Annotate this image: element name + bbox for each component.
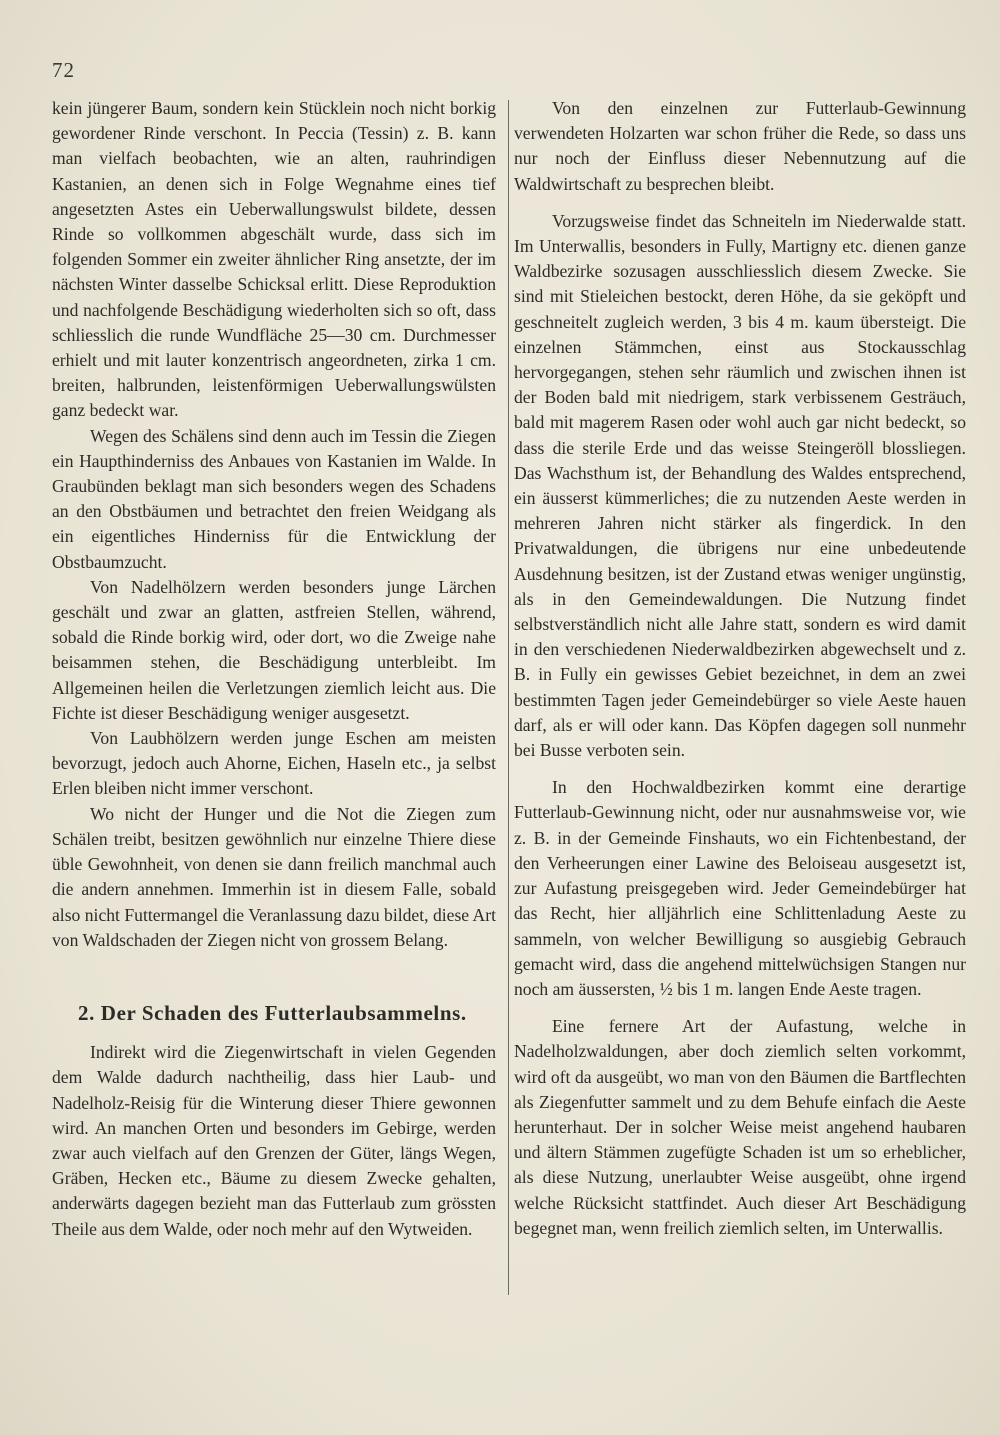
paragraph: Eine fernere Art der Aufastung, welche in Nadelholzwaldungen, aber doch ziemlich selten vorkommt, wird oft da ausgeübt, wo man von den Bäumen die Bartflechten als Ziegenfutter sammelt und zu dem Behufe einfach die Aeste herunterhaut. Der in solcher Weise meist angehend haubaren und ältern Stämmen zugefügte Schaden ist um so erheblicher, als diese Nutzung, unerlaubter Weise ausgeübt, ohne irgend welche Rücksicht stattfindet. Auch dieser Art Beschädigung begegnet man, wenn freilich ziemlich selten, im Unterwallis.	[514, 1016, 966, 1238]
paragraph: Von Laubhölzern werden junge Eschen am meisten bevorzugt, jedoch auch Ahorne, Eichen, Haseln etc., ja selbst Erlen bleiben nicht immer verschont.	[52, 728, 496, 799]
paragraph: Vorzugsweise findet das Schneiteln im Niederwalde statt. Im Unterwallis, besonders in Fully, Martigny etc. dienen ganze Waldbezirke sozusagen ausschliesslich diesem Zwecke. Sie sind mit Stieleichen bestockt, deren Höhe, da sie geköpft und geschneitelt zugleich werden, 3 bis 4 m. kaum übersteigt. Die einzelnen Stämmchen, einst aus Stockausschlag hervorgegangen, stehen sehr räumlich und zwischen ihnen ist der Boden bald mit niedrigem, stark verbissenem Gesträuch, bald mit magerem Rasen oder wohl auch gar nicht bedeckt, so dass die sterile Erde und das weisse Steingeröll blossliegen. Das Wachsthum ist, der Behandlung des Waldes entsprechend, ein äusserst kümmerliches; die zu nutzenden Aeste werden in mehreren Jahren nicht stärker als fingerdick. In den Privatwaldungen, die übrigens nur eine unbedeutende Ausdehnung besitzen, ist der Zustand etwas weniger ungünstig, als in den Gemeindewaldungen. Die Nutzung findet selbstverständlich nicht alle Jahre statt, sondern es wird damit in den verschiedenen Niederwaldbezirken abgewechselt und z. B. in Fully ein gewisses Gebiet bezeichnet, in dem an zwei bestimmten Tagen jeder Gemeindebürger so viele Aeste hauen darf, als er will oder kann. Das Köpfen dagegen soll nunmehr bei Busse verboten sein.	[514, 210, 966, 761]
left-column	[52, 96, 496, 1242]
paragraph: In den Hochwaldbezirken kommt eine derartige Futterlaub-Gewinnung nicht, oder nur ausnahmsweise vor, wie z. B. in der Gemeinde Finshauts, wo ein Fichtenbestand, der den Verheerungen einer Lawine des Beloiseau ausgesetzt ist, zur Aufastung preisgegeben wird. Jeder Gemeindebürger hat das Recht, hier alljährlich eine Schlittenladung Aeste zu sammeln, von welcher Bewilligung so ausgiebig Gebrauch gemacht wird, dass die angehend mittelwüchsigen Stangen nur noch am äussersten, ½ bis 1 m. langen Ende Aeste tragen.	[514, 777, 966, 999]
right-column	[514, 96, 966, 1241]
paragraph: Von Nadelhölzern werden besonders junge Lärchen geschält und zwar an glatten, astfreien Stellen, während, sobald die Rinde borkig wird, oder dort, wo die Zweige nahe beisammen stehen, die Beschädigung unterbleibt. Im Allgemeinen heilen die Verletzungen ziemlich leicht aus. Die Fichte ist dieser Beschädigung weniger ausgesetzt.	[52, 576, 496, 723]
section-heading: 2. Der Schaden des Futterlaubsammelns.	[78, 1000, 467, 1025]
column-divider	[508, 100, 509, 1295]
paragraph: Von den einzelnen zur Futterlaub-Gewinnung verwendeten Holzarten war schon früher die Rede, so dass uns nur noch der Einfluss dieser Nebennutzung auf die Waldwirtschaft zu besprechen bleibt.	[514, 98, 966, 194]
paragraph: Wegen des Schälens sind denn auch im Tessin die Ziegen ein Haupthinderniss des Anbaues von Kastanien im Walde. In Graubünden beklagt man sich besonders wegen des Schadens an den Obstbäumen und betrachtet den freien Weidgang als ein eigentliches Hinderniss für die Entwicklung der Obstbaumzucht.	[52, 425, 496, 572]
paragraph: Wo nicht der Hunger und die Not die Ziegen zum Schälen treibt, besitzen gewöhnlich nur einzelne Thiere diese üble Gewohnheit, von denen sie dann freilich manchmal auch die andern annehmen. Immerhin ist in diesem Falle, sobald also nicht Futtermangel die Veranlassung dazu bildet, diese Art von Waldschaden der Ziegen nicht von grossem Belang.	[52, 803, 496, 950]
page-number: 72	[52, 58, 75, 82]
paragraph: Indirekt wird die Ziegenwirtschaft in vielen Gegenden dem Walde dadurch nachtheilig, dass hier Laub- und Nadelholz-Reisig für die Winterung dieser Thiere gewonnen wird. An manchen Orten und besonders im Gebirge, werden zwar auch vielfach auf den Grenzen der Güter, längs Wegen, Gräben, Hecken etc., Bäume zu diesem Zwecke gehalten, anderwärts dagegen bezieht man das Futterlaub zum grössten Theile aus dem Walde, oder noch mehr auf den Wytweiden.	[52, 1042, 496, 1239]
paragraph: kein jüngerer Baum, sondern kein Stücklein noch nicht borkig gewordener Rinde verschont. In Peccia (Tessin) z. B. kann man vielfach beobachten, wie an alten, rauhrindigen Kastanien, an denen sich in Folge Wegnahme eines tief angesetzten Astes ein Ueberwallungswulst bildete, dessen Rinde so vollkommen abgeschält wurde, dass sich im folgenden Sommer ein zweiter ähnlicher Ring ansetzte, der im nächsten Winter dasselbe Schicksal erlitt. Diese Reproduktion und nachfolgende Beschädigung wiederholten sich so oft, dass schliesslich die runde Wundfläche 25—30 cm. Durchmesser erhielt und mit lauter konzentrisch angeordneten, zirka 1 cm. breiten, halbrunden, leistenförmigen Ueberwallungswülsten ganz bedeckt war.	[52, 98, 496, 421]
